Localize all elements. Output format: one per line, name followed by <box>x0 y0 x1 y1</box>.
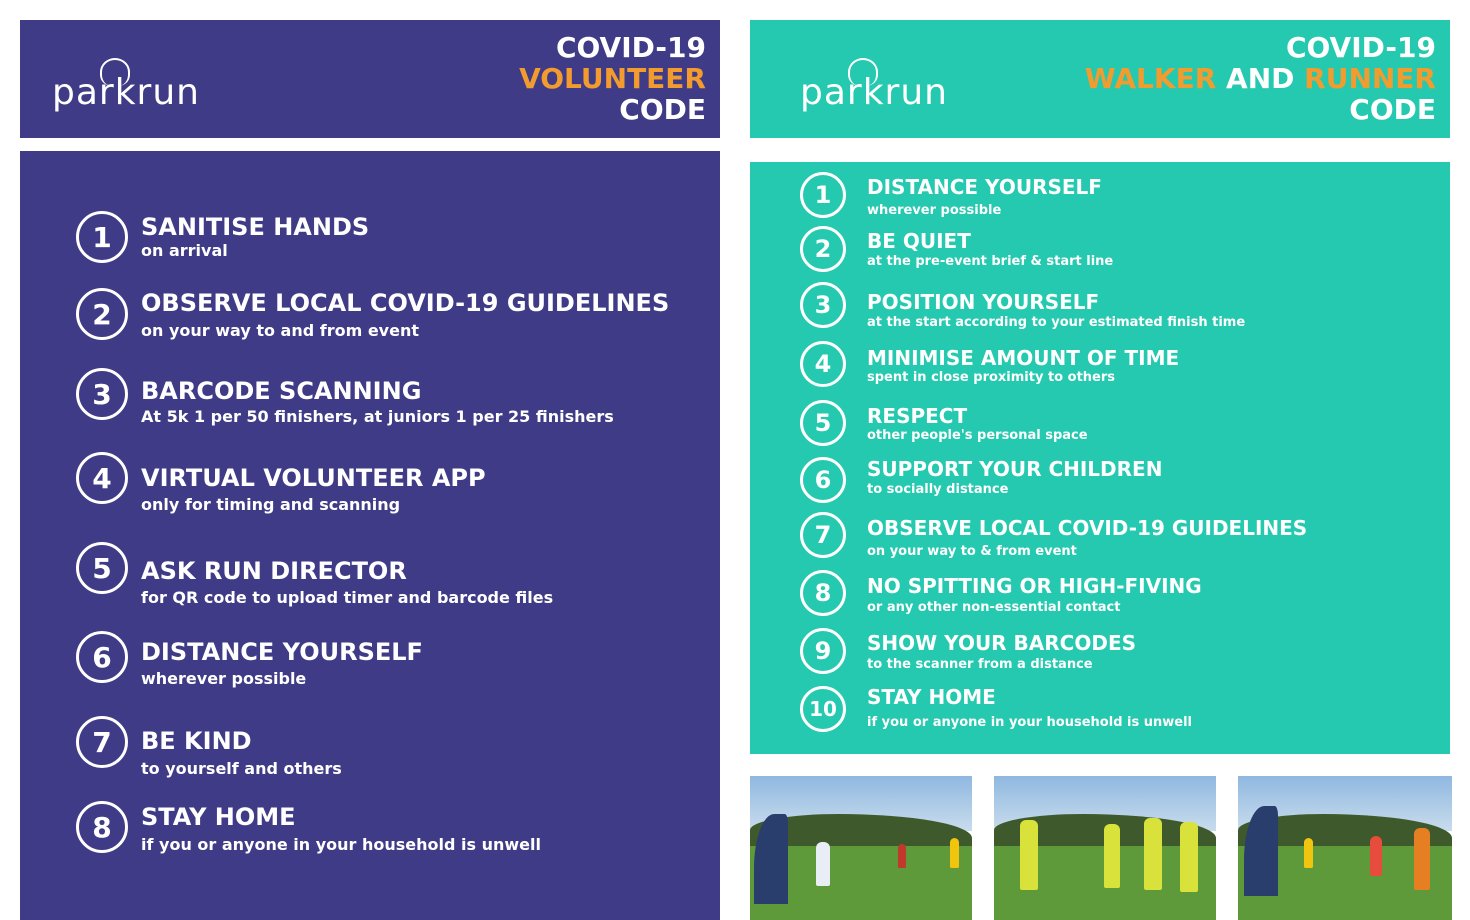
number-badge: 6 <box>76 631 128 683</box>
tree-icon <box>848 58 878 86</box>
parkrun-logo <box>800 72 948 113</box>
event-photo-3 <box>1238 776 1452 920</box>
code-heading: BE KIND <box>141 727 252 755</box>
code-subtext: on your way to and from event <box>141 321 419 340</box>
title-line-3: CODE <box>619 93 706 126</box>
code-heading: SANITISE HANDS <box>141 213 370 241</box>
code-heading: MINIMISE AMOUNT OF TIME <box>867 346 1180 370</box>
walker-header <box>750 20 1450 138</box>
code-heading: POSITION YOURSELF <box>867 290 1100 314</box>
code-subtext: other people's personal space <box>867 428 1088 443</box>
number-badge: 10 <box>800 686 846 732</box>
code-subtext: At 5k 1 per 50 finishers, at juniors 1 per 25 finishers <box>141 407 614 426</box>
code-heading: OBSERVE LOCAL COVID-19 GUIDELINES <box>867 516 1308 540</box>
code-heading: DISTANCE YOURSELF <box>141 638 423 666</box>
title-and: AND <box>1226 62 1295 95</box>
logo-text: parkrun <box>800 72 948 113</box>
title-runner: RUNNER <box>1304 62 1436 95</box>
code-heading: STAY HOME <box>867 685 996 709</box>
number-badge: 3 <box>800 282 846 328</box>
number-badge: 7 <box>800 512 846 558</box>
walker-runner-code-list <box>750 162 1450 754</box>
title-walker: WALKER <box>1084 62 1217 95</box>
title-line-1: COVID-19 <box>555 31 706 64</box>
number-badge: 8 <box>800 570 846 616</box>
number-badge: 8 <box>76 801 128 853</box>
code-subtext: at the start according to your estimated finish time <box>867 315 1246 330</box>
code-heading: VIRTUAL VOLUNTEER APP <box>141 464 486 492</box>
number-badge: 4 <box>800 341 846 387</box>
code-subtext: to socially distance <box>867 482 1009 497</box>
volunteer-header <box>20 20 720 138</box>
code-heading: ASK RUN DIRECTOR <box>141 557 407 585</box>
code-subtext: spent in close proximity to others <box>867 370 1116 385</box>
event-photo-1 <box>750 776 972 920</box>
code-subtext: wherever possible <box>867 203 1002 218</box>
person-figure <box>898 844 906 868</box>
number-badge: 3 <box>76 368 128 420</box>
title-line-1: COVID-19 <box>1285 31 1436 64</box>
number-badge: 1 <box>800 172 846 218</box>
number-badge: 5 <box>800 400 846 446</box>
person-figure <box>1414 828 1430 890</box>
title-line-2: VOLUNTEER <box>519 62 706 95</box>
tree-icon <box>100 58 130 86</box>
code-heading: BE QUIET <box>867 229 971 253</box>
code-subtext: at the pre-event brief & start line <box>867 254 1114 269</box>
volunteer-code-list <box>20 151 720 920</box>
person-figure <box>816 842 830 886</box>
code-heading: BARCODE SCANNING <box>141 377 422 405</box>
code-subtext: if you or anyone in your household is unwell <box>867 715 1192 730</box>
code-subtext: for QR code to upload timer and barcode files <box>141 588 554 607</box>
event-photo-2 <box>994 776 1216 920</box>
code-heading: DISTANCE YOURSELF <box>867 175 1102 199</box>
number-badge: 1 <box>76 211 128 263</box>
code-heading: SUPPORT YOUR CHILDREN <box>867 457 1163 481</box>
parkrun-logo <box>52 72 200 113</box>
person-figure <box>1104 824 1120 888</box>
volunteer-title <box>519 32 706 125</box>
code-subtext: to the scanner from a distance <box>867 657 1093 672</box>
code-subtext: if you or anyone in your household is unwell <box>141 835 541 854</box>
person-figure <box>1180 822 1198 892</box>
code-subtext: on arrival <box>141 241 228 260</box>
person-figure <box>1304 838 1313 868</box>
code-subtext: wherever possible <box>141 669 307 688</box>
walker-title <box>1085 32 1436 125</box>
number-badge: 4 <box>76 452 128 504</box>
number-badge: 2 <box>800 226 846 272</box>
code-subtext: on your way to & from event <box>867 544 1077 559</box>
code-subtext: or any other non-essential contact <box>867 600 1121 615</box>
title-line-3: CODE <box>1349 93 1436 126</box>
person-figure <box>1020 820 1038 890</box>
code-heading: OBSERVE LOCAL COVID-19 GUIDELINES <box>141 289 670 317</box>
number-badge: 7 <box>76 716 128 768</box>
person-figure <box>1370 836 1382 876</box>
person-figure <box>950 838 959 868</box>
code-heading: RESPECT <box>867 404 968 428</box>
code-subtext: only for timing and scanning <box>141 495 401 514</box>
code-heading: NO SPITTING OR HIGH-FIVING <box>867 574 1202 598</box>
code-heading: STAY HOME <box>141 803 296 831</box>
code-subtext: to yourself and others <box>141 759 342 778</box>
person-figure <box>1144 818 1162 890</box>
number-badge: 9 <box>800 628 846 674</box>
number-badge: 6 <box>800 457 846 503</box>
logo-text: parkrun <box>52 72 200 113</box>
number-badge: 2 <box>76 288 128 340</box>
code-heading: SHOW YOUR BARCODES <box>867 631 1137 655</box>
number-badge: 5 <box>76 542 128 594</box>
